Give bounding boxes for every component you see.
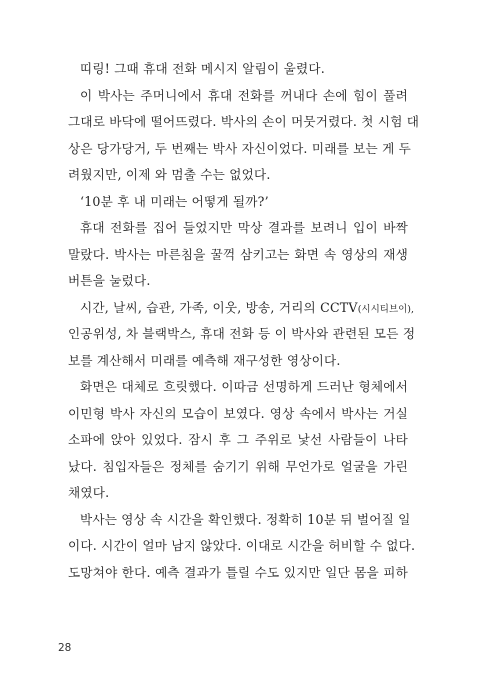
text-line: 말랐다. 박사는 마른침을 꿀꺽 삼키고는 화면 속 영상의 재생 <box>68 246 408 262</box>
text-line: 이민형 박사 자신의 모습이 보였다. 영상 속에서 박사는 거실 <box>68 405 408 421</box>
text-line: ‘10분 후 내 미래는 어떻게 될까?’ <box>80 193 269 209</box>
text-line: 채였다. <box>68 485 110 500</box>
text-line: 그대로 바닥에 떨어뜨렸다. 박사의 손이 머뭇거렸다. 첫 시험 대 <box>68 114 420 129</box>
text-line: 휴대 전화를 집어 들었지만 막상 결과를 보려니 입이 바짝 <box>80 220 408 235</box>
cctv-gloss: (시시티브이), <box>357 303 415 315</box>
body-text <box>68 56 420 586</box>
text-line: 이다. 시간이 얼마 남지 않았다. 이대로 시간을 허비할 수 없다. <box>68 538 416 553</box>
text-line: 박사는 영상 속 시간을 확인했다. 정확히 10분 뒤 벌어질 일 <box>80 511 411 527</box>
text-line: 소파에 앉아 있었다. 잠시 후 그 주위로 낯선 사람들이 나타 <box>68 432 408 447</box>
page-number: 28 <box>58 642 72 654</box>
text-line-main: 시간, 날씨, 습관, 가족, 이웃, 방송, 거리의 CCTV <box>80 299 358 315</box>
text-line: 화면은 대체로 흐릿했다. 이따금 선명하게 드러난 형체에서 <box>80 379 408 394</box>
text-line <box>68 295 415 322</box>
text-line: 보를 계산해서 미래를 예측해 재구성한 영상이다. <box>68 352 341 368</box>
text-line: 띠링! 그때 휴대 전화 메시지 알림이 울렸다. <box>80 61 325 76</box>
text-line: 려웠지만, 이제 와 멈출 수는 없었다. <box>68 167 271 182</box>
text-line: 이 박사는 주머니에서 휴대 전화를 꺼내다 손에 힘이 풀려 <box>80 87 408 103</box>
text-line: 도망쳐야 한다. 예측 결과가 틀릴 수도 있지만 일단 몸을 피하 <box>68 564 408 580</box>
text-line: 상은 당가당거, 두 번째는 박사 자신이었다. 미래를 보는 게 두 <box>68 140 412 156</box>
text-line: 버튼을 눌렀다. <box>68 273 151 288</box>
text-line: 인공위성, 차 블랙박스, 휴대 전화 등 이 박사와 관련된 모든 정 <box>68 326 416 341</box>
text-line: 났다. 침입자들은 정체를 숨기기 위해 무언가로 얼굴을 가린 <box>68 458 408 474</box>
